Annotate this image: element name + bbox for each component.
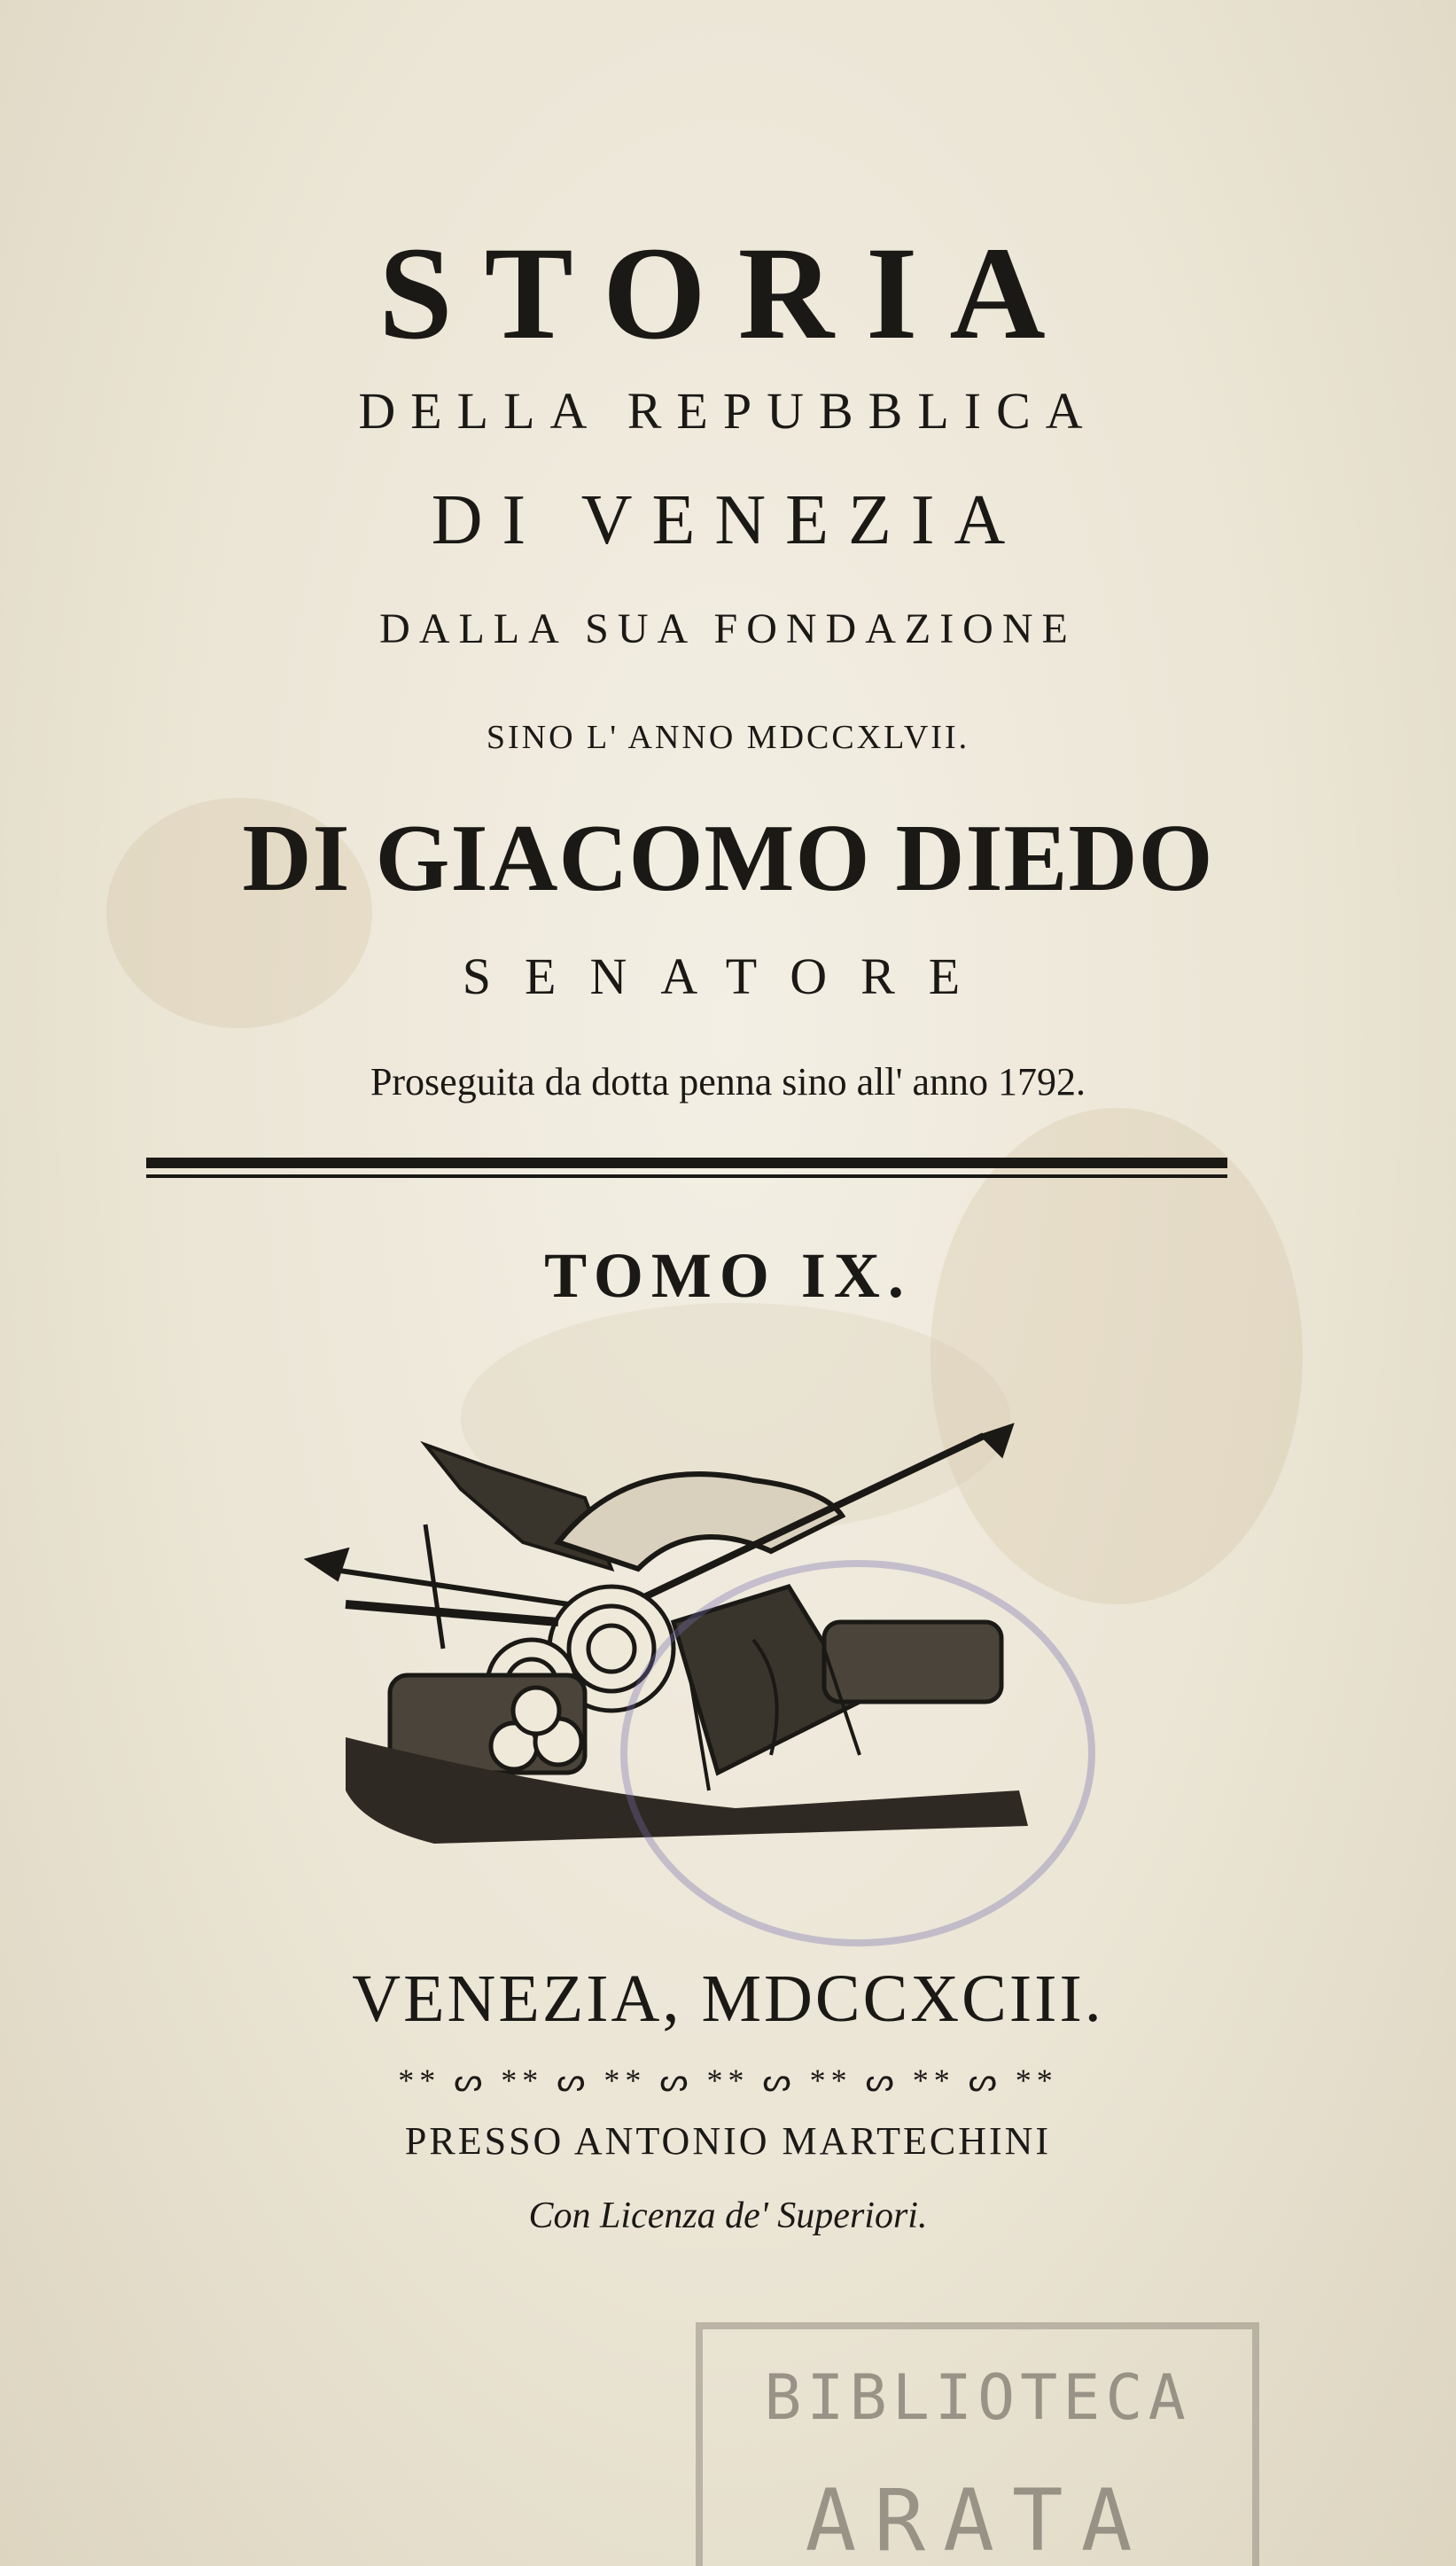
library-stamp-line-2: ARATA (805, 2471, 1150, 2566)
subtitle-line-4: SINO L' ANNO MDCCXLVII. (486, 719, 970, 756)
license-note: Con Licenza de' Superiori. (528, 2196, 928, 2236)
imprint-place-year: VENEZIA, MDCCXCIII. (352, 1962, 1104, 2036)
purple-library-stamp (620, 1560, 1095, 1946)
double-rule-thin (146, 1174, 1227, 1178)
author-role: SENATORE (462, 948, 994, 1005)
subtitle-line-2: DI VENEZIA (431, 481, 1025, 559)
library-stamp-box (696, 2322, 1259, 2566)
library-stamp-line-1: BIBLIOTECA (764, 2361, 1191, 2434)
subtitle-line-3: DALLA SUA FONDAZIONE (379, 605, 1077, 652)
printer-name: PRESSO ANTONIO MARTECHINI (404, 2119, 1052, 2163)
author-name: DI GIACOMO DIEDO (242, 806, 1214, 911)
double-rule-thick (146, 1158, 1227, 1168)
ornament-row: ** ᔕ ** ᔕ ** ᔕ ** ᔕ ** ᔕ ** ᔕ ** (398, 2063, 1058, 2098)
volume-number: TOMO IX. (544, 1240, 912, 1311)
book-title: STORIA (378, 220, 1078, 367)
continuation-note: Proseguita da dotta penna sino all' anno 1792. (370, 1060, 1086, 1104)
subtitle-line-1: DELLA REPUBBLICA (358, 382, 1098, 440)
